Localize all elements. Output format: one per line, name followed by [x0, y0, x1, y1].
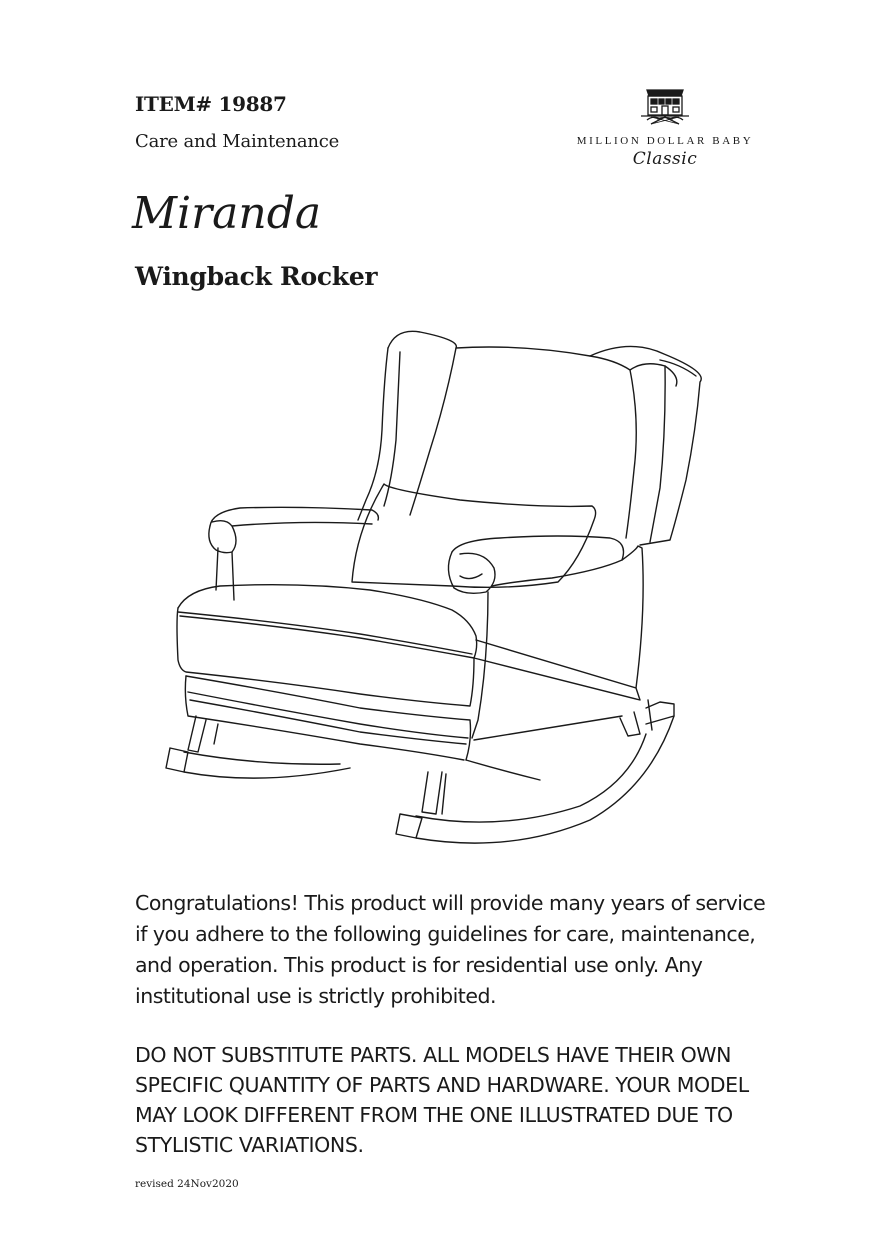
brand-subname: Classic — [632, 149, 698, 169]
brand-name: MILLION DOLLAR BABY — [576, 135, 754, 147]
model-name: Miranda — [132, 188, 322, 239]
product-type-title: Wingback Rocker — [135, 262, 378, 291]
wingback-rocker-illustration — [160, 320, 720, 860]
brand-logo — [560, 86, 770, 196]
document-type: Care and Maintenance — [135, 131, 340, 152]
parts-warning-paragraph: DO NOT SUBSTITUTE PARTS. ALL MODELS HAVE THEIR OWN SPECIFIC QUANTITY OF PARTS AND HARDWARE. YOUR MODEL MAY LOOK DIFFERENT FROM THE ONE ILLUSTRATED DUE TO STYLISTIC VARIATIONS. — [135, 1043, 749, 1157]
item-number: ITEM# 19887 — [135, 92, 287, 116]
revision-date: revised 24Nov2020 — [135, 1178, 239, 1190]
house-logo-icon — [635, 86, 695, 130]
intro-paragraph: Congratulations! This product will provide many years of service if you adhere to the following guidelines for care, maintenance, and operation. This product is for residential use only. Any institutional use is strictly prohibited. — [135, 891, 766, 1008]
